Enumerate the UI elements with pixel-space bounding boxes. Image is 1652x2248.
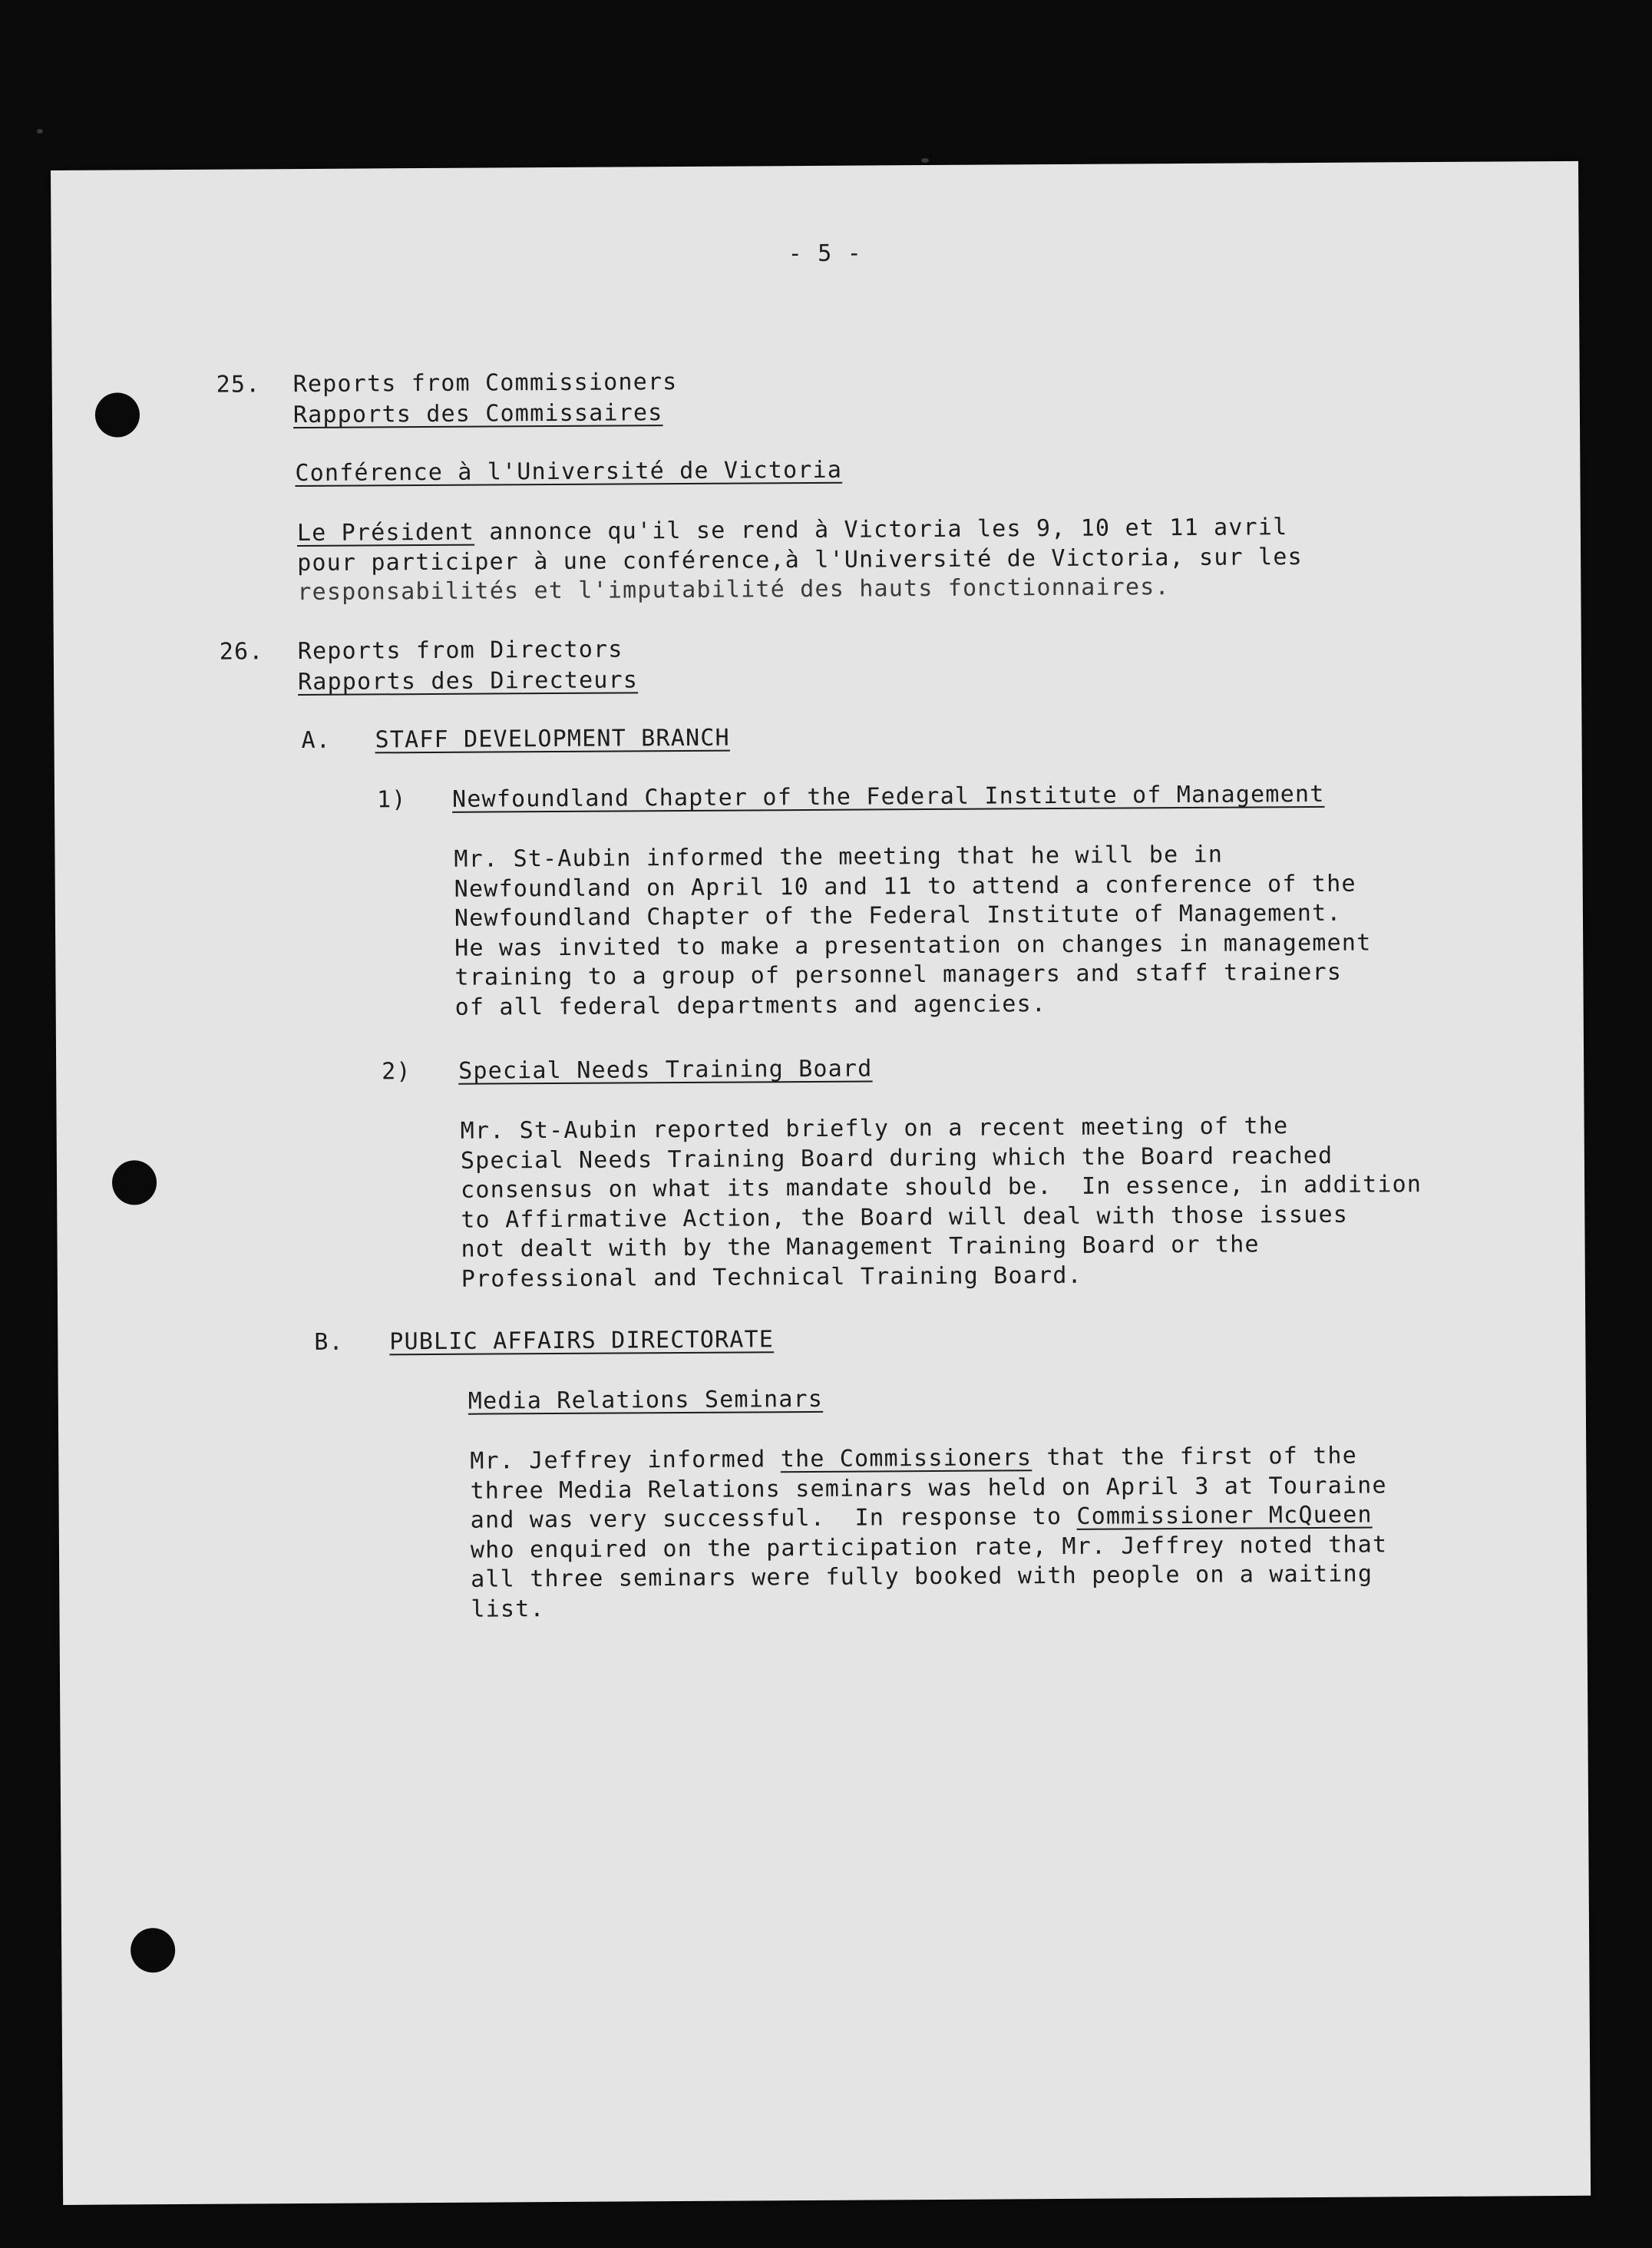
para-line: pour participer à une conférence,à l'Université de Victoria, sur les — [297, 543, 1303, 577]
para-line: He was invited to make a presentation on changes in management — [454, 929, 1372, 962]
para-line: not dealt with by the Management Training Board or the — [461, 1231, 1260, 1263]
section-b-paragraph — [470, 1441, 1388, 1624]
sub-1-paragraph — [454, 840, 1372, 1023]
para-line: annonce qu'il se rend à Victoria les 9, 10 et 11 avril — [474, 514, 1288, 546]
page-number: - 5 - — [788, 240, 863, 268]
para-line: Mr. Jeffrey informed — [470, 1446, 781, 1475]
para-line: consensus on what its mandate should be. In essence, in addition — [461, 1171, 1422, 1204]
para-line: Newfoundland on April 10 and 11 to attend a conference of the — [454, 870, 1356, 903]
para-line: that the first of the — [1032, 1442, 1358, 1472]
section-b-subheading: Media Relations Seminars — [468, 1385, 824, 1415]
para-line: three Media Relations seminars was held on April 3 at Touraine — [470, 1471, 1387, 1505]
para-line: Professional and Technical Training Board. — [461, 1261, 1082, 1293]
sub-1-number: 1) — [376, 786, 407, 814]
sub-2-heading: Special Needs Training Board — [458, 1055, 873, 1085]
item-26-title-en: Reports from Directors — [297, 636, 623, 666]
para-line: to Affirmative Action, the Board will deal with those issues — [461, 1201, 1349, 1234]
para-line: of all federal departments and agencies. — [454, 990, 1047, 1021]
scan-speck — [37, 129, 43, 134]
para-line: list. — [471, 1595, 545, 1623]
commissioner-mcqueen-underlined: Commissioner McQueen — [1076, 1501, 1373, 1530]
item-26-title-fr: Rapports des Directeurs — [297, 666, 639, 696]
item-26-number: 26. — [219, 638, 264, 666]
para-line: Mr. St-Aubin reported briefly on a recent meeting of the — [460, 1112, 1289, 1145]
sub-2-paragraph — [461, 1111, 1422, 1294]
punch-hole-middle — [112, 1160, 157, 1205]
sub-2-number: 2) — [382, 1058, 411, 1086]
section-b-letter: B. — [314, 1328, 344, 1356]
item-25-title-en: Reports from Commissioners — [292, 369, 678, 398]
section-a-letter: A. — [301, 726, 332, 755]
para-line: responsabilités et l'imputabilité des hauts fonctionnaires. — [297, 574, 1170, 607]
president-underlined: Le Président — [296, 518, 475, 547]
para-line: who enquired on the participation rate, Mr. Jeffrey noted that — [470, 1530, 1388, 1564]
commissioners-underlined: the Commissioners — [780, 1444, 1032, 1473]
scan-speck — [921, 158, 929, 163]
item-25-subheading: Conférence à l'Université de Victoria — [295, 456, 843, 488]
para-line: and was very successful. In response to — [470, 1503, 1077, 1534]
sub-1-heading: Newfoundland Chapter of the Federal Institute of Management — [451, 780, 1325, 813]
item-25-title-fr: Rapports des Commissaires — [292, 399, 663, 429]
para-line: training to a group of personnel managers and staff trainers — [454, 958, 1343, 991]
para-line: Newfoundland Chapter of the Federal Institute of Management. — [454, 899, 1342, 932]
para-line: all three seminars were fully booked with people on a waiting — [471, 1560, 1373, 1593]
section-b-heading: PUBLIC AFFAIRS DIRECTORATE — [389, 1326, 775, 1356]
punch-hole-bottom — [131, 1928, 175, 1972]
punch-hole-top — [95, 392, 140, 437]
para-line: Special Needs Training Board during which the Board reached — [460, 1142, 1333, 1175]
section-a-heading: STAFF DEVELOPMENT BRANCH — [375, 724, 730, 754]
para-line: Mr. St-Aubin informed the meeting that he will be in — [454, 841, 1224, 873]
item-25-paragraph — [297, 513, 1303, 607]
item-25-number: 25. — [216, 371, 261, 398]
document-page — [51, 161, 1591, 2205]
